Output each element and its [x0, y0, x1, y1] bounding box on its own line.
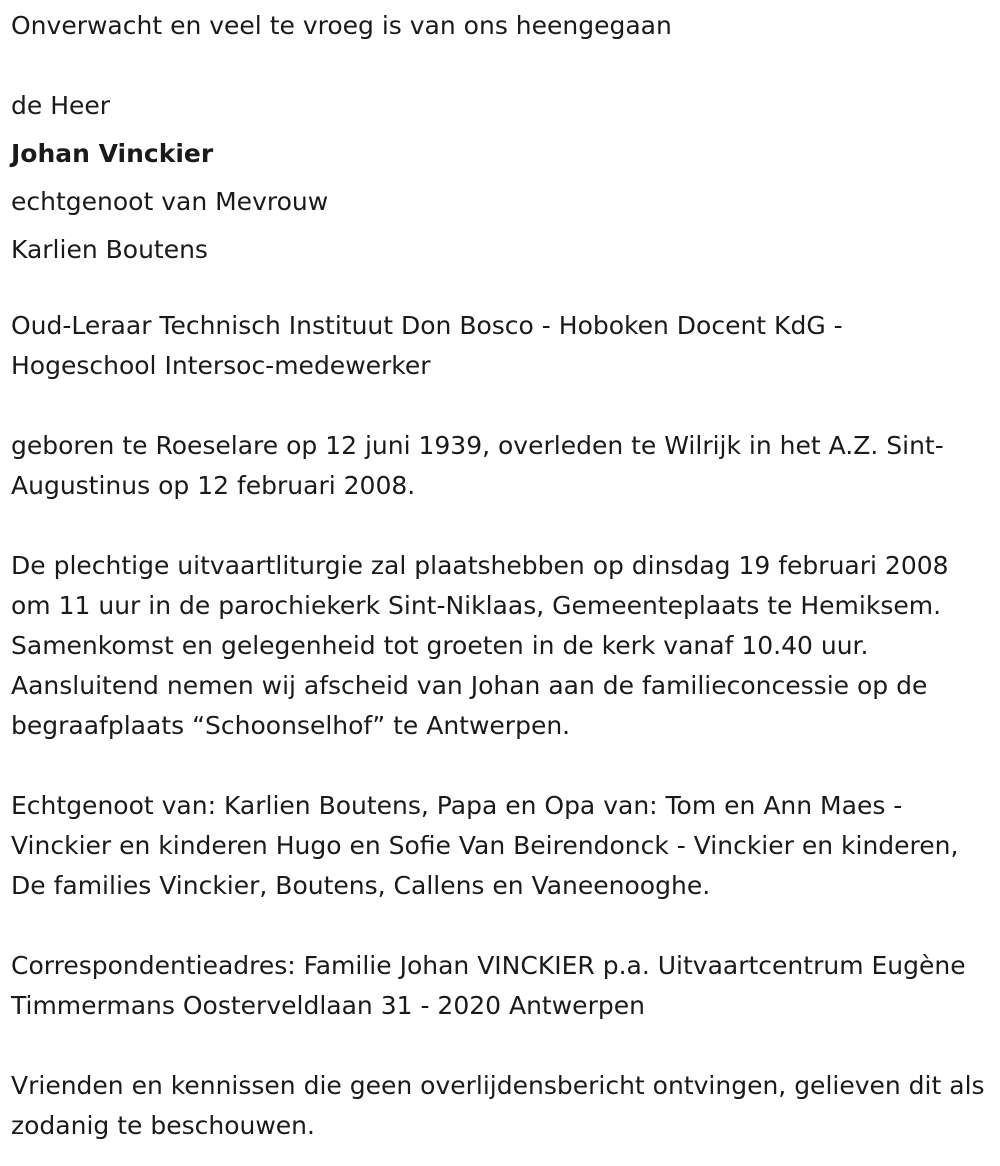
- birth-death-paragraph: geboren te Roeselare op 12 juni 1939, overleden te Wilrijk in het A.Z. Sint-Augustinus op 12 februari 2008.: [11, 431, 944, 500]
- spacer: [11, 1026, 986, 1066]
- honorific: de Heer: [11, 91, 111, 120]
- family-paragraph: Echtgenoot van: Karlien Boutens, Papa en Opa van: Tom en Ann Maes - Vinckier en kinderen Hugo en Sofie Van Beirendonck - Vinckier en kinderen, De families Vinckier, Boutens, Callens en Vaneenooghe.: [11, 791, 959, 900]
- spouse-label: echtgenoot van Mevrouw: [11, 187, 329, 216]
- closing-paragraph: Vrienden en kennissen die geen overlijdensbericht ontvingen, gelieven dit als zodanig te beschouwen.: [11, 1071, 985, 1140]
- correspondence-paragraph: Correspondentieadres: Familie Johan VINCKIER p.a. Uitvaartcentrum Eugène Timmermans Oosterveldlaan 31 - 2020 Antwerpen: [11, 951, 966, 1020]
- spacer: [11, 386, 986, 426]
- death-notice: [11, 0, 986, 1146]
- spacer: [11, 506, 986, 546]
- funeral-paragraph: De plechtige uitvaartliturgie zal plaatshebben op dinsdag 19 februari 2008 om 11 uur in de parochiekerk Sint-Niklaas, Gemeenteplaats te Hemiksem. Samenkomst en gelegenheid tot groeten in de kerk vanaf 10.40 uur. Aansluitend nemen wij afscheid van Johan aan de familieconcessie op de begraafplaats “Schoonselhof” te Antwerpen.: [11, 551, 949, 740]
- spacer: [11, 274, 986, 306]
- occupation-paragraph: Oud-Leraar Technisch Instituut Don Bosco - Hoboken Docent KdG - Hogeschool Intersoc-medewerker: [11, 311, 843, 380]
- deceased-name: Johan Vinckier: [11, 139, 214, 168]
- spacer: [11, 50, 986, 82]
- spacer: [11, 746, 986, 786]
- intro-line: Onverwacht en veel te vroeg is van ons heengegaan: [11, 11, 672, 40]
- spouse-name: Karlien Boutens: [11, 235, 208, 264]
- spacer: [11, 906, 986, 946]
